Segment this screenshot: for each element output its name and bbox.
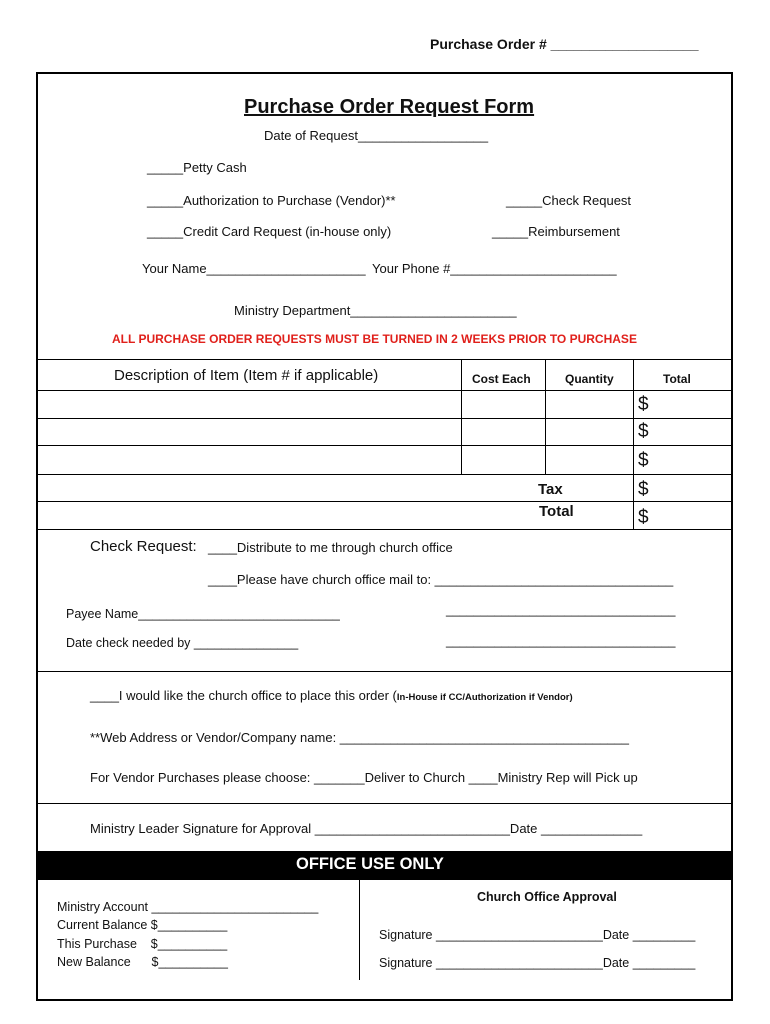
date-of-request-field[interactable]: Date of Request__________________ [264, 128, 489, 143]
table-column-divider [545, 359, 546, 474]
credit-card-option[interactable]: _____Credit Card Request (in-house only) [147, 224, 392, 239]
item-quantity-cell[interactable] [547, 447, 632, 473]
petty-cash-option[interactable]: _____Petty Cash [147, 160, 247, 175]
table-bottom-line [38, 529, 731, 530]
ministry-department-field[interactable]: Ministry Department_______________________ [234, 303, 517, 318]
date-check-needed-field[interactable]: Date check needed by _______________ [66, 636, 299, 650]
item-description-cell[interactable] [40, 420, 460, 444]
item-quantity-cell[interactable] [547, 392, 632, 417]
table-row-line [38, 474, 731, 475]
reimbursement-option[interactable]: _____Reimbursement [492, 224, 620, 239]
place-order-option[interactable] [90, 688, 573, 703]
place-order-text: ____I would like the church office to place this order ( [90, 688, 397, 703]
cost-each-header: Cost Each [472, 372, 531, 386]
check-request-option[interactable]: _____Check Request [506, 193, 632, 208]
item-description-cell[interactable] [40, 392, 460, 417]
table-header-line [38, 390, 731, 391]
mailing-address-line[interactable]: _________________________________ [446, 603, 676, 617]
office-signature-field[interactable]: Signature ________________________Date _________ [379, 956, 696, 970]
tax-label: Tax [538, 481, 563, 498]
table-row-line [38, 445, 731, 446]
office-signature-field[interactable]: Signature ________________________Date _________ [379, 928, 696, 942]
vendor-delivery-choice[interactable]: For Vendor Purchases please choose: _______Deliver to Church ____Ministry Rep will Pick up [90, 770, 638, 785]
table-column-divider [633, 359, 634, 529]
section-divider [38, 671, 731, 672]
distribute-option[interactable]: ____Distribute to me through church office [208, 540, 453, 555]
section-divider [38, 879, 731, 880]
current-balance-field[interactable]: Current Balance $__________ [57, 918, 228, 932]
your-phone-field[interactable]: Your Phone #_______________________ [372, 261, 617, 276]
web-address-field[interactable]: **Web Address or Vendor/Company name: ________________________________________ [90, 730, 629, 745]
row-total-dollar[interactable]: $ [638, 450, 649, 471]
form-title: Purchase Order Request Form [244, 96, 535, 118]
item-cost-cell[interactable] [463, 447, 544, 473]
item-quantity-cell[interactable] [547, 420, 632, 444]
total-header: Total [663, 372, 691, 386]
new-balance-field[interactable]: New Balance $__________ [57, 955, 228, 969]
mail-to-field[interactable]: ____Please have church office mail to: _________________________________ [208, 572, 674, 587]
deadline-warning: ALL PURCHASE ORDER REQUESTS MUST BE TURNED IN 2 WEEKS PRIOR TO PURCHASE [112, 332, 637, 346]
place-order-note: In-House if CC/Authorization if Vendor) [396, 692, 573, 703]
payee-name-field[interactable]: Payee Name_____________________________ [66, 607, 340, 621]
ministry-account-field[interactable]: Ministry Account ________________________ [57, 900, 319, 914]
item-cost-cell[interactable] [463, 420, 544, 444]
authorization-option[interactable]: _____Authorization to Purchase (Vendor)** [147, 193, 396, 208]
this-purchase-field[interactable]: This Purchase $__________ [57, 937, 228, 951]
check-request-label: Check Request: [90, 538, 197, 555]
quantity-header: Quantity [565, 372, 614, 386]
item-cost-cell[interactable] [463, 392, 544, 417]
row-total-dollar[interactable]: $ [638, 394, 649, 415]
table-top-line [38, 359, 731, 360]
office-use-title: OFFICE USE ONLY [296, 855, 444, 873]
item-description-cell[interactable] [40, 447, 460, 473]
church-office-approval-title: Church Office Approval [477, 890, 617, 904]
office-column-divider [359, 880, 360, 980]
table-row-line [38, 501, 731, 502]
section-divider [38, 803, 731, 804]
ministry-leader-signature-field[interactable]: Ministry Leader Signature for Approval ___________________________Date ______________ [90, 821, 643, 836]
po-number-label[interactable]: Purchase Order # ___________________ [430, 36, 699, 52]
mailing-address-line[interactable]: _________________________________ [446, 634, 676, 648]
grand-total-dollar[interactable]: $ [638, 507, 649, 528]
your-name-field[interactable]: Your Name______________________ [142, 261, 366, 276]
tax-dollar[interactable]: $ [638, 479, 649, 500]
row-total-dollar[interactable]: $ [638, 421, 649, 442]
grand-total-label: Total [539, 503, 574, 520]
table-row-line [38, 418, 731, 419]
table-column-divider [461, 359, 462, 474]
description-header: Description of Item (Item # if applicable) [114, 367, 379, 384]
